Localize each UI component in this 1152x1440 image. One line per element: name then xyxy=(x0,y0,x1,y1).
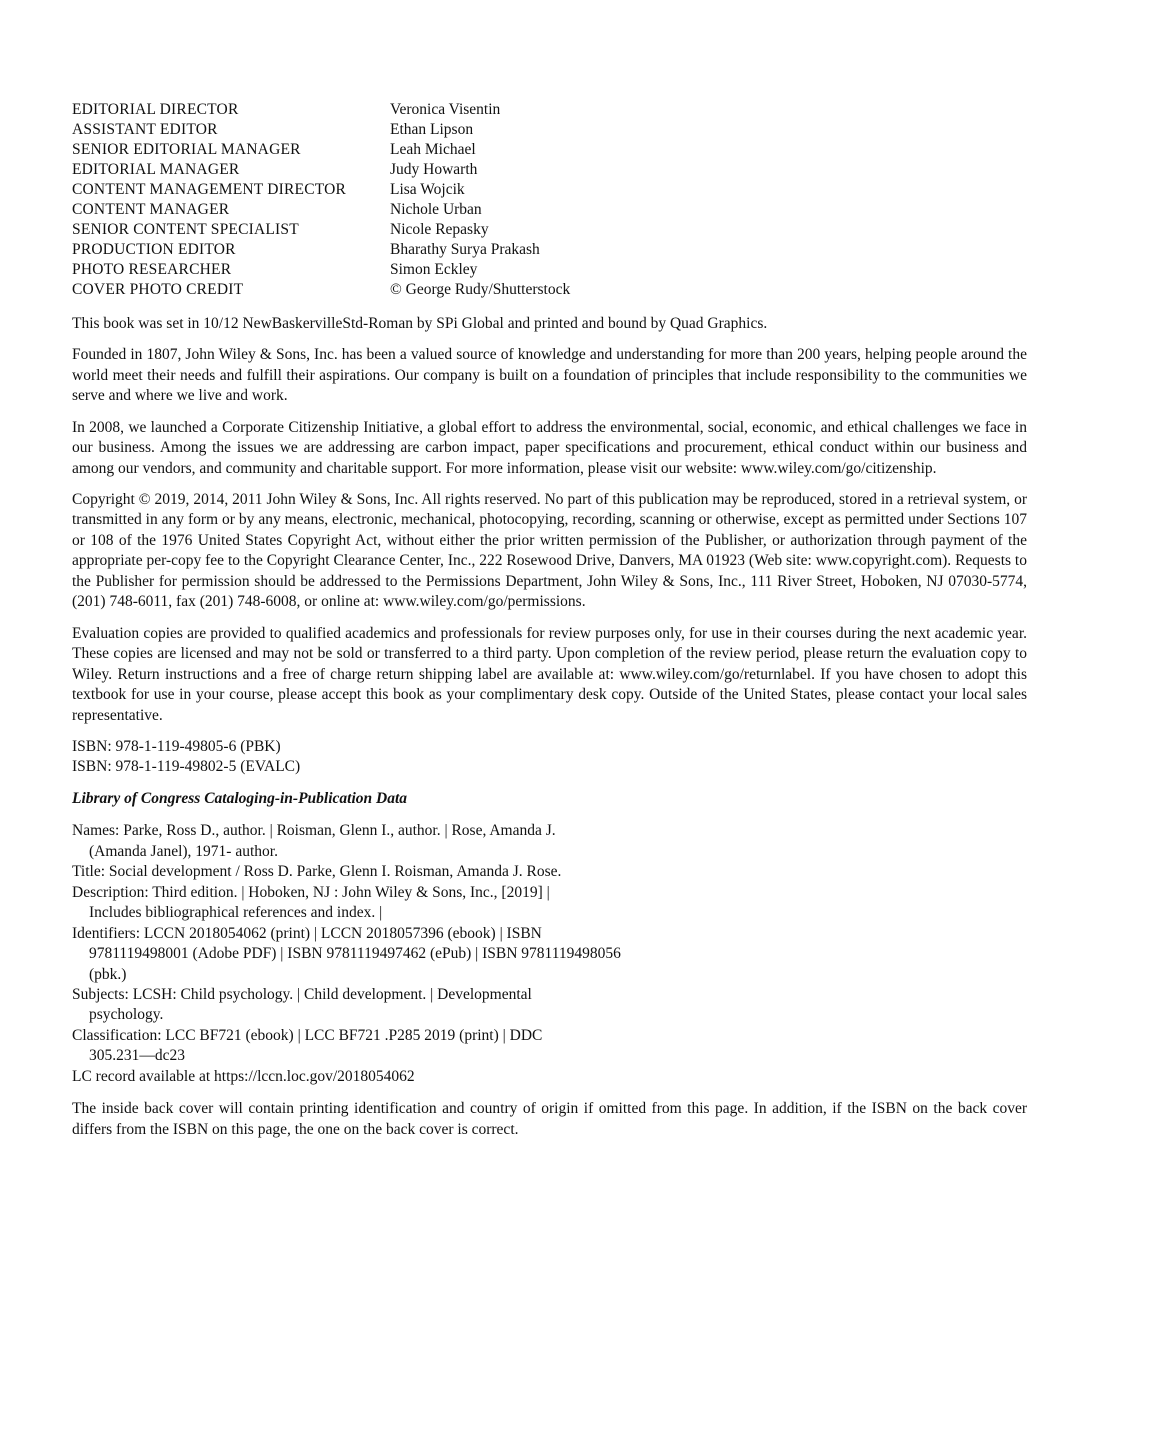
credit-role: CONTENT MANAGEMENT DIRECTOR xyxy=(72,180,347,198)
credit-role: ASSISTANT EDITOR xyxy=(72,120,218,138)
isbn-pbk: ISBN: 978-1-119-49805-6 (PBK) xyxy=(72,738,281,755)
credit-row xyxy=(72,180,1027,200)
cip-line: (Amanda Janel), 1971- author. xyxy=(89,842,278,860)
isbn-evalc: ISBN: 978-1-119-49802-5 (EVALC) xyxy=(72,758,301,776)
cip-data-block xyxy=(72,821,1027,1087)
credit-role: SENIOR CONTENT SPECIALIST xyxy=(72,220,299,238)
evaluation-paragraph: Evaluation copies are provided to qualified academics and professionals for review purposes only, for use in their courses during the next academic year. These copies are licensed and may not be sold or transferred to a third party. Upon completion of the review period, please return the evaluation copy to Wiley. Return instructions and a free of charge return shipping label are available at: www.wiley.com/go/returnlabel. If you have chosen to adopt this textbook for use in your course, please accept this book as your complimentary desk copy. Outside of the United States, please contact your local sales representative. xyxy=(72,624,1027,724)
credit-name: Simon Eckley xyxy=(390,260,478,278)
credit-row xyxy=(72,200,1027,220)
credit-name: Ethan Lipson xyxy=(390,120,474,138)
credit-role: SENIOR EDITORIAL MANAGER xyxy=(72,140,301,158)
credit-row xyxy=(72,160,1027,180)
credit-row xyxy=(72,140,1027,160)
credit-name: Leah Michael xyxy=(390,140,476,158)
cip-line: LC record available at https://lccn.loc.gov/2018054062 xyxy=(72,1067,415,1085)
credit-name: Nichole Urban xyxy=(390,200,482,218)
credit-role: EDITORIAL MANAGER xyxy=(72,160,240,178)
colophon-paragraph: This book was set in 10/12 NewBaskervilleStd-Roman by SPi Global and printed and bound by Quad Graphics. xyxy=(72,314,768,332)
cip-line: (pbk.) xyxy=(89,965,127,983)
credit-row xyxy=(72,280,1027,300)
cip-line: Title: Social development / Ross D. Parke, Glenn I. Roisman, Amanda J. Rose. xyxy=(72,863,562,881)
credit-name: Bharathy Surya Prakash xyxy=(390,240,540,258)
credit-name: Nicole Repasky xyxy=(390,220,489,238)
cip-line: Subjects: LCSH: Child psychology. | Child development. | Developmental xyxy=(72,985,532,1003)
cip-line: psychology. xyxy=(89,1006,164,1024)
credit-name: © George Rudy/Shutterstock xyxy=(390,280,571,298)
copyright-paragraph: Copyright © 2019, 2014, 2011 John Wiley & Sons, Inc. All rights reserved. No part of this publication may be reproduced, stored in a retrieval system, or transmitted in any form or by any means, electronic, mechanical, photocopying, recording, scanning or otherwise, except as permitted under Sections 107 or 108 of the 1976 United States Copyright Act, without either the prior written permission of the Publisher, or authorization through payment of the appropriate per-copy fee to the Copyright Clearance Center, Inc., 222 Rosewood Drive, Danvers, MA 01923 (Web site: www.copyright.com). Requests to the Publisher for permission should be addressed to the Permissions Department, John Wiley & Sons, Inc., 111 River Street, Hoboken, NJ 07030-5774, (201) 748-6011, fax (201) 748-6008, or online at: www.wiley.com/go/permissions. xyxy=(72,491,1027,611)
staff-credits-list xyxy=(72,100,1027,300)
credit-role: PRODUCTION EDITOR xyxy=(72,240,236,258)
cip-line: Includes bibliographical references and index. | xyxy=(89,904,383,922)
credit-name: Veronica Visentin xyxy=(390,101,501,118)
loc-cataloging-heading: Library of Congress Cataloging-in-Publication Data xyxy=(72,789,408,807)
credit-role: EDITORIAL DIRECTOR xyxy=(72,101,239,118)
credit-name: Judy Howarth xyxy=(390,160,478,178)
citizenship-paragraph: In 2008, we launched a Corporate Citizenship Initiative, a global effort to address the environmental, social, economic, and ethical challenges we face in our business. Among the issues we are addressing are carbon impact, paper specifications and procurement, ethical conduct within our business and among our vendors, and community and charitable support. For more information, please visit our website: www.wiley.com/go/citizenship. xyxy=(72,418,1027,477)
founding-paragraph: Founded in 1807, John Wiley & Sons, Inc. has been a valued source of knowledge and understanding for more than 200 years, helping people around the world meet their needs and fulfill their aspirations. Our company is built on a foundation of principles that include responsibility to the communities we serve and where we live and work. xyxy=(72,346,1027,405)
credit-row xyxy=(72,260,1027,280)
credit-row xyxy=(72,100,1027,120)
credit-role: PHOTO RESEARCHER xyxy=(72,260,232,278)
cip-line: Names: Parke, Ross D., author. | Roisman, Glenn I., author. | Rose, Amanda J. xyxy=(72,822,556,840)
cip-line: 305.231—dc23 xyxy=(89,1047,186,1065)
credit-row xyxy=(72,120,1027,140)
credit-row xyxy=(72,240,1027,260)
cip-line: Identifiers: LCCN 2018054062 (print) | LCCN 2018057396 (ebook) | ISBN xyxy=(72,924,542,942)
cip-line: Description: Third edition. | Hoboken, NJ : John Wiley & Sons, Inc., [2019] | xyxy=(72,883,550,901)
cip-line: Classification: LCC BF721 (ebook) | LCC BF721 .P285 2019 (print) | DDC xyxy=(72,1026,543,1044)
cip-line: 9781119498001 (Adobe PDF) | ISBN 9781119497462 (ePub) | ISBN 9781119498056 xyxy=(89,945,621,963)
copyright-page xyxy=(72,100,1027,1151)
credit-role: COVER PHOTO CREDIT xyxy=(72,280,244,298)
credit-role: CONTENT MANAGER xyxy=(72,200,230,218)
isbn-block xyxy=(72,737,1027,778)
credit-name: Lisa Wojcik xyxy=(390,180,465,198)
credit-row xyxy=(72,220,1027,240)
back-cover-note: The inside back cover will contain printing identification and country of origin if omitted from this page. In addition, if the ISBN on the back cover differs from the ISBN on this page, the one on the back cover is correct. xyxy=(72,1100,1027,1138)
